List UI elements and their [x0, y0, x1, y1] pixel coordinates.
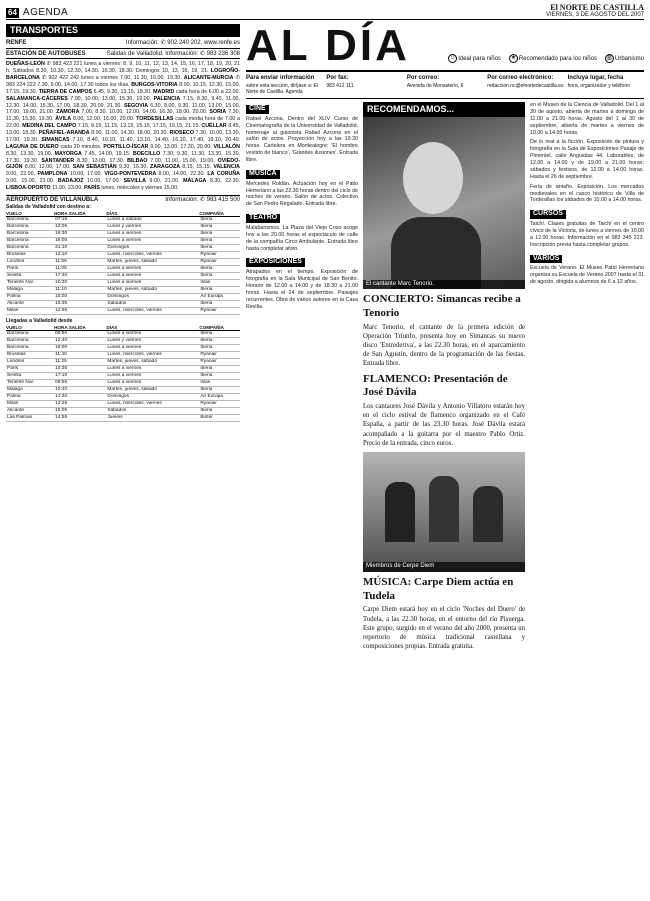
table-row: [6, 380, 240, 387]
expo-label: EXPOSICIONES: [246, 258, 305, 267]
table-cell: Iberia: [199, 231, 240, 238]
departures-table: VUELO HORA SALIDA DÍAS COMPAÑÍA Barcelona 07:15 Lunes a sábado Iberia Barcelona 13:05 Lunes y viernes Iberia Barcelona 16:30 Lunes a viernes Iberia Barcelona 19:00 Lunes a viernes Iberia Barcelona 21:10 Domingos Iberia Bruselas 12:10 Lunes, miércoles, viernes Ryanair Londres 11:55 Martes, jueves, sábado Ryanair París 11:05 Lunes a viernes Iberia Sevilla 17:40 Lunes a viernes Iberia Tenerife Nor. 10:30 Lunes a viernes Islas Málaga 11:10 Martes, jueves, sábado Iberia Palma 15:00 Domingos Air Europa Alicante 15:35 Sábados Iberia Milán 12:55 Lunes, miércoles, viernes Ryanair: [6, 211, 240, 316]
table-cell: 12:40: [54, 338, 106, 345]
table-cell: 11:40: [54, 352, 106, 359]
table-cell: Málaga: [6, 287, 54, 294]
table-cell: Lunes a viernes: [106, 380, 199, 387]
table-cell: 07:15: [54, 217, 106, 224]
main-title: AL DÍA: [246, 21, 410, 70]
table-cell: Martes, jueves, sábado: [106, 387, 199, 394]
legend: [448, 54, 644, 64]
table-cell: 12:55: [54, 308, 106, 315]
table-cell: 15:00: [54, 294, 106, 301]
table-cell: Ryanair: [199, 401, 240, 408]
table-cell: Sábados: [106, 301, 199, 308]
table-row: [6, 338, 240, 345]
table-cell: Domingos: [106, 294, 199, 301]
table-cell: Iberia: [199, 331, 240, 338]
table-row: [6, 373, 240, 380]
table-cell: 14:55: [54, 415, 106, 422]
child-icon: ☺: [449, 55, 456, 62]
table-cell: 16:00: [54, 345, 106, 352]
table-cell: Lunes, miércoles, viernes: [106, 401, 199, 408]
arrivals-table: VUELO HORA SALIDA DÍAS COMPAÑÍA Barcelona 06:50 Lunes a viernes Iberia Barcelona 12:40 Lunes y viernes Iberia Barcelona 16:00 Lunes a viernes Iberia Bruselas 11:40 Lunes, miércoles, viernes Ryanair Londres 11:25 Martes, jueves, sábado Ryanair París 10:35 Lunes a viernes Iberia Sevilla 17:10 Lunes a viernes Iberia Tenerife Nor. 09:55 Lunes a viernes Islas Málaga 10:40 Martes, jueves, sábado Iberia Palma 14:30 Domingos Air Europa Milán 12:25 Lunes, miércoles, viernes Ryanair Alicante 15:05 Sábados Iberia Las Palmas 14:55 Jueves Binter: [6, 325, 240, 423]
table-cell: Lunes a viernes: [106, 345, 199, 352]
issue-date: VIERNES, 3 DE AGOSTO DEL 2007: [545, 12, 644, 19]
table-cell: París: [6, 366, 54, 373]
table-row: [6, 294, 240, 301]
table-cell: 09:55: [54, 380, 106, 387]
table-cell: 16:30: [54, 231, 106, 238]
table-cell: Bruselas: [6, 352, 54, 359]
table-cell: Sevilla: [6, 373, 54, 380]
table-cell: Iberia: [199, 338, 240, 345]
table-cell: 10:35: [54, 366, 106, 373]
table-cell: Barcelona: [6, 338, 54, 345]
table-row: [6, 359, 240, 366]
table-cell: Iberia: [199, 224, 240, 231]
table-cell: Tenerife Nor.: [6, 280, 54, 287]
flamenco-text: Los cantaores José Dávila y Antonio Villatoro estarán hoy en el ciclo estival de flamenco organizado en el Café España, a partir de las 23.30 horas. José Dávila estará acompañado a la guitarra por el maestro Pablo Ortiz. Precio de la entrada, cinco euros.: [363, 403, 525, 447]
table-row: [6, 301, 240, 308]
table-cell: Barcelona: [6, 224, 54, 231]
table-cell: 11:55: [54, 259, 106, 266]
table-row: [6, 401, 240, 408]
table-cell: 17:10: [54, 373, 106, 380]
table-cell: Ryanair: [199, 308, 240, 315]
listings-right: [530, 102, 644, 651]
table-cell: Martes, jueves, sábado: [106, 287, 199, 294]
band-caption: Miembros de Cerpe Diem: [363, 562, 525, 572]
table-cell: Lunes a viernes: [106, 280, 199, 287]
table-cell: Barcelona: [6, 217, 54, 224]
table-cell: Lunes a viernes: [106, 273, 199, 280]
table-cell: Barcelona: [6, 238, 54, 245]
table-cell: Air Europa: [199, 294, 240, 301]
table-cell: 11:10: [54, 287, 106, 294]
table-cell: Ryanair: [199, 359, 240, 366]
table-cell: Iberia: [199, 245, 240, 252]
table-cell: Iberia: [199, 366, 240, 373]
table-cell: Barcelona: [6, 345, 54, 352]
table-cell: París: [6, 266, 54, 273]
bus-header: ESTACIÓN DE AUTOBUSES Salidas de Valladolid. Información: ✆ 983 236 308: [6, 51, 240, 60]
table-cell: 15:05: [54, 408, 106, 415]
table-row: [6, 331, 240, 338]
table-cell: Islas: [199, 380, 240, 387]
cursos-label: CURSOS: [530, 210, 566, 219]
table-cell: Ryanair: [199, 352, 240, 359]
star-icon: ★: [510, 55, 517, 62]
table-cell: Lunes a viernes: [106, 366, 199, 373]
varios-label: VARIOS: [530, 255, 562, 264]
section-name: AGENDA: [22, 6, 69, 18]
concert-text: Marc Tenorio, el cantante de la primera edición de Operación Triunfo, presenta hoy en Simancas su nuevo disco 'Entrederiva', a las 22.30 horas, en el aparcamiento de San Agustín, dentro de la programación de las fiestas. Entrada libre.: [363, 323, 525, 368]
table-cell: Málaga: [6, 387, 54, 394]
table-cell: 19:00: [54, 238, 106, 245]
table-row: [6, 245, 240, 252]
table-cell: Iberia: [199, 273, 240, 280]
table-cell: Lunes a viernes: [106, 373, 199, 380]
table-cell: Alicante: [6, 408, 54, 415]
table-cell: Las Palmas: [6, 415, 54, 422]
table-cell: Iberia: [199, 373, 240, 380]
musica-text: Mercedes Roldán. Actuación hoy en el Patio Herreriano a las 22.30 horas dentro del ciclo de noches de verano. Salón de actos. Colectivo de San Pedro Regalado. Entrada libre.: [246, 180, 358, 208]
musica-detail-text: Carpe Diem estará hoy en el ciclo 'Noches del Duero' de Tudela, a las 22.30 horas, en el entorno del río Pisuerga. Este grupo, surgido en el verano del año 2000, presenta un repertorio de música tradicional castellana y composiciones propias. Entrada gratuita.: [363, 606, 525, 651]
legend-urban: ▥ Urbanismo: [606, 55, 644, 63]
table-row: [6, 287, 240, 294]
concert-headline: CONCIERTO: Simancas recibe a Tenorio: [363, 293, 521, 319]
table-cell: 10:40: [54, 387, 106, 394]
transport-column: [6, 24, 240, 651]
table-cell: 06:50: [54, 331, 106, 338]
table-row: [6, 259, 240, 266]
table-cell: Londres: [6, 359, 54, 366]
table-cell: Palma: [6, 394, 54, 401]
table-cell: Iberia: [199, 301, 240, 308]
table-row: [6, 308, 240, 315]
table-cell: Alicante: [6, 301, 54, 308]
table-cell: Lunes a sábado: [106, 217, 199, 224]
band-photo: [363, 452, 525, 572]
table-cell: Air Europa: [199, 394, 240, 401]
table-cell: Lunes a viernes: [106, 231, 199, 238]
table-cell: 14:30: [54, 394, 106, 401]
table-row: [6, 238, 240, 245]
table-cell: Iberia: [199, 238, 240, 245]
table-cell: Domingos: [106, 394, 199, 401]
cine-text: Rafael Azcona. Dentro del XLIV Curso de Cinematografía de la Universidad de Valladolid, homenaje al guionista Rafael Azcona en el salón de actos. Proyección hoy a las 19.30 horas. Cartelera en Montealegre: 'El hombre vestido de blanco', 'Grandes ilusiones'. Entrada libre.: [246, 115, 358, 163]
info-strip: Para enviar información sobre esta sección, diríjase a: El Norte de Castilla. Agenda Por fax: 983 412 111 Por correo: Avenida de Monasterio, 6 Por correo electrónico: redaccion.nc@elnortedecastilla.es Incluya lugar, fecha hora, organizador y teléfono: [246, 72, 644, 99]
table-row: [6, 252, 240, 259]
table-cell: Lunes y viernes: [106, 224, 199, 231]
table-cell: 12:10: [54, 252, 106, 259]
right-text-2: De lo real a la ficción. Exposición de pintura y fotografía en la Sala de Exposiciones Pasaje de Pimentel, calle Angustias 44. Laborables, de 12.00 a 14.00 y de 19.00 a 21.00 horas; sábados y festivos, de 12.00 a 14.00 horas. Hasta el 26 de septiembre.: [530, 139, 644, 180]
airport-header: AEROPUERTO DE VILLANUBLA Información: ✆ 983 415 500: [6, 196, 240, 203]
table-cell: 17:40: [54, 273, 106, 280]
table-cell: Lunes a viernes: [106, 238, 199, 245]
musica-headline: MÚSICA: Carpe Diem actúa en Tudela: [363, 575, 514, 602]
recommendations: [363, 102, 525, 651]
table-cell: 11:25: [54, 359, 106, 366]
table-row: [6, 352, 240, 359]
table-cell: Lunes, miércoles, viernes: [106, 308, 199, 315]
table-row: [6, 231, 240, 238]
legend-kids: ☺ Ideal para niños: [449, 55, 501, 63]
table-cell: Iberia: [199, 287, 240, 294]
table-cell: Iberia: [199, 266, 240, 273]
table-cell: Bruselas: [6, 252, 54, 259]
expo-text: Atrapados en el tiempo. Exposición de fotografía en la Sala Municipal de San Benito. Horario de 12.00 a 14.00 y de 18.30 a 21.00 horas. Hasta el 24 de septiembre. Paisajes recurrentes. Obra de varios autores en la Casa Revilla.: [246, 269, 358, 310]
table-row: [6, 415, 240, 422]
table-cell: Barcelona: [6, 231, 54, 238]
musica-label: MÚSICA: [246, 170, 280, 179]
newspaper-name: El NORTE DE CASTILLA: [550, 2, 644, 12]
table-cell: 12:25: [54, 401, 106, 408]
right-text-1: en el Museo de la Ciencia de Valladolid. Del 1 al 30 de agosto, abierta de martes a domingo de 11.00 a 21.00 horas. Agosto del 1 al 30 de septiembre, abierta de martes a viernes de 10.00 a 14.00 horas.: [530, 102, 644, 136]
table-cell: Binter: [199, 415, 240, 422]
transport-title: TRANSPORTES: [6, 24, 240, 37]
transport-text: DUEÑAS-LEÓN ✆ 983 423 221 lunes a viernes: 8, 9, 10, 11, 12, 13, 14, 15, 16, 17, 18, 19, 20, 21 h. Sábados 8.30, 10.30, 12.30, 14.30, 16.30, 18.30. Domingos 10, 13, 16, 19, 21. LOGROÑO-BARCELONA ✆ 902 422 242 lunes a viernes 7.00, 11.30, 16.00, 19.30. ALICANTE-MURCIA ✆ 983 224 222 7.30, 9.00, 14.00, 17.30 todos los días. BURGOS-VITORIA 8.00, 10.15, 12.30, 15.00, 17.15, 19.30. TIERRA DE CAMPOS 6.45, 9.30, 13.15, 18.30. MADRID cada hora de 6.00 a 22.00. SALAMANCA-CÁCERES 7.00, 10.00, 13.00, 15.30, 19.00. PALENCIA 7.15, 8.30, 9.45, 11.00, 12.30, 14.00, 15.30, 17.00, 18.30, 20.00, 21.30. SEGOVIA 6.30, 8.00, 9.30, 11.00, 13.00, 15.00, 17.00, 19.00, 21.00. ZAMORA 7.00, 8.30, 10.00, 12.00, 14.00, 16.30, 18.00, 20.00. SORIA 7.30, 11.30, 15.30, 19.30. ÁVILA 8.00, 12.00, 16.00, 20.00. TORDESILLAS cada media hora de 7.00 a 22.00. MEDINA DEL CAMPO 7.15, 9.15, 11.15, 13.15, 15.15, 17.15, 19.15, 21.15. CUÉLLAR 8.45, 13.00, 18.30. PEÑAFIEL-ARANDA 8.00, 11.00, 14.30, 18.00, 20.30. RIOSECO 7.30, 10.00, 13.30, 17.00, 19.30. SIMANCAS 7.10, 8.40, 10.10, 11.40, 13.10, 14.40, 16.10, 17.40, 19.10, 20.40. LAGUNA DE DUERO cada 20 minutos. PORTILLO-ÍSCAR 9.00, 13.00, 17.30, 20.00. VILLALÓN 8.30, 13.30, 19.00. MAYORGA 7.45, 14.00, 19.15. BOECILLO 7.30, 9.30, 11.30, 13.30, 15.30, 17.30, 19.30. SANTANDER 8.30, 13.00, 17.30. BILBAO 7.00, 11.00, 15.00, 19.00. OVIEDO-GIJÓN 8.00, 12.00, 17.00. SAN SEBASTIÁN 9.30, 16.30. ZARAGOZA 8.15, 15.15. VALENCIA 9.00, 22.00. PAMPLONA 10.00, 17.00. VIGO-PONTEVEDRA 8.00, 14.00, 22.30. LA CORUÑA 9.00, 15.00, 23.00. BADAJOZ 10.00, 17.00. SEVILLA 9.00, 21.00. MÁLAGA 8.30, 22.30. LISBOA-OPORTO 11.00, 23.00. PARÍS lunes, miércoles y viernes 15.00.: [6, 61, 241, 191]
table-cell: Ryanair: [199, 252, 240, 259]
teatro-label: TEATRO: [246, 214, 280, 223]
table-cell: Milán: [6, 308, 54, 315]
table-row: [6, 217, 240, 224]
table-cell: Barcelona: [6, 331, 54, 338]
table-cell: Lunes, miércoles, viernes: [106, 352, 199, 359]
recommend-title: RECOMENDAMOS...: [363, 102, 525, 117]
table-cell: Londres: [6, 259, 54, 266]
table-cell: 21:10: [54, 245, 106, 252]
page-number: 64: [8, 7, 17, 17]
table-row: [6, 280, 240, 287]
table-cell: 11:05: [54, 266, 106, 273]
table-cell: Sevilla: [6, 273, 54, 280]
legend-recommended: ★ Recomendado para los niños: [510, 55, 597, 63]
table-row: [6, 224, 240, 231]
table-row: [6, 366, 240, 373]
table-row: [6, 394, 240, 401]
agenda-column: [246, 21, 644, 651]
renfe-header: RENFE Información: ✆ 902 240 202. www.renfe.es: [6, 40, 240, 49]
departures-title: Salidas de Valladolid con destino a:: [6, 204, 91, 211]
teatro-text: Malabarismos. La Plaza del Viejo Coso acoge hoy a las 20.00 horas el espectáculo de calle de la compañía Circo Ambulante. Entrada libre hasta completar aforo.: [246, 224, 358, 252]
cine-label: CINE: [246, 105, 269, 114]
singer-photo: [363, 117, 525, 289]
table-row: [6, 387, 240, 394]
table-cell: Iberia: [199, 217, 240, 224]
table-cell: Iberia: [199, 408, 240, 415]
table-cell: 13:05: [54, 224, 106, 231]
table-cell: Tenerife Nor.: [6, 380, 54, 387]
table-cell: Lunes a viernes: [106, 331, 199, 338]
listings-left: [246, 102, 358, 651]
cursos-text: Taichí. Clases gratuitas de Taichí en el centro cívico de la Victoria, de lunes a viernes de 10.00 a 12.00 horas. Información en el 983 345 223. Inscripción previa hasta completar grupos.: [530, 221, 644, 248]
table-cell: Sábados: [106, 408, 199, 415]
building-icon: ▥: [606, 55, 613, 62]
table-cell: Martes, jueves, sábado: [106, 259, 199, 266]
right-text-3: Feria de antaño. Exposición. Los mercados medievales en el casco histórico de Villa de Tordesillas los sábados de 10.00 a 14.00 horas.: [530, 183, 644, 204]
table-cell: 10:30: [54, 280, 106, 287]
al-dia-header: [246, 21, 644, 72]
table-cell: 15:35: [54, 301, 106, 308]
page-header: [6, 4, 644, 20]
table-cell: Iberia: [199, 345, 240, 352]
table-cell: Martes, jueves, sábado: [106, 359, 199, 366]
table-row: [6, 266, 240, 273]
flamenco-headline: FLAMENCO: Presentación de José Dávila: [363, 372, 508, 399]
arrivals-title: Llegadas a Valladolid desde: [6, 318, 73, 325]
table-row: [6, 273, 240, 280]
table-cell: Jueves: [106, 415, 199, 422]
photo-caption: El cantante Marc Tenorio.: [363, 280, 525, 290]
table-cell: Lunes, miércoles, viernes: [106, 252, 199, 259]
table-cell: Domingos: [106, 245, 199, 252]
table-cell: Milán: [6, 401, 54, 408]
table-row: [6, 345, 240, 352]
table-cell: Barcelona: [6, 245, 54, 252]
table-cell: Ryanair: [199, 259, 240, 266]
table-cell: Palma: [6, 294, 54, 301]
table-row: [6, 408, 240, 415]
varios-text: Escuela de Verano. El Museo Patio Herreriano organiza su Escuela de Verano 2007 hasta el 31 de agosto, dirigida a alumnos de 6 a 12 años.: [530, 265, 644, 285]
table-cell: Lunes a viernes: [106, 266, 199, 273]
table-cell: Islas: [199, 280, 240, 287]
table-cell: Lunes y viernes: [106, 338, 199, 345]
table-cell: Iberia: [199, 387, 240, 394]
